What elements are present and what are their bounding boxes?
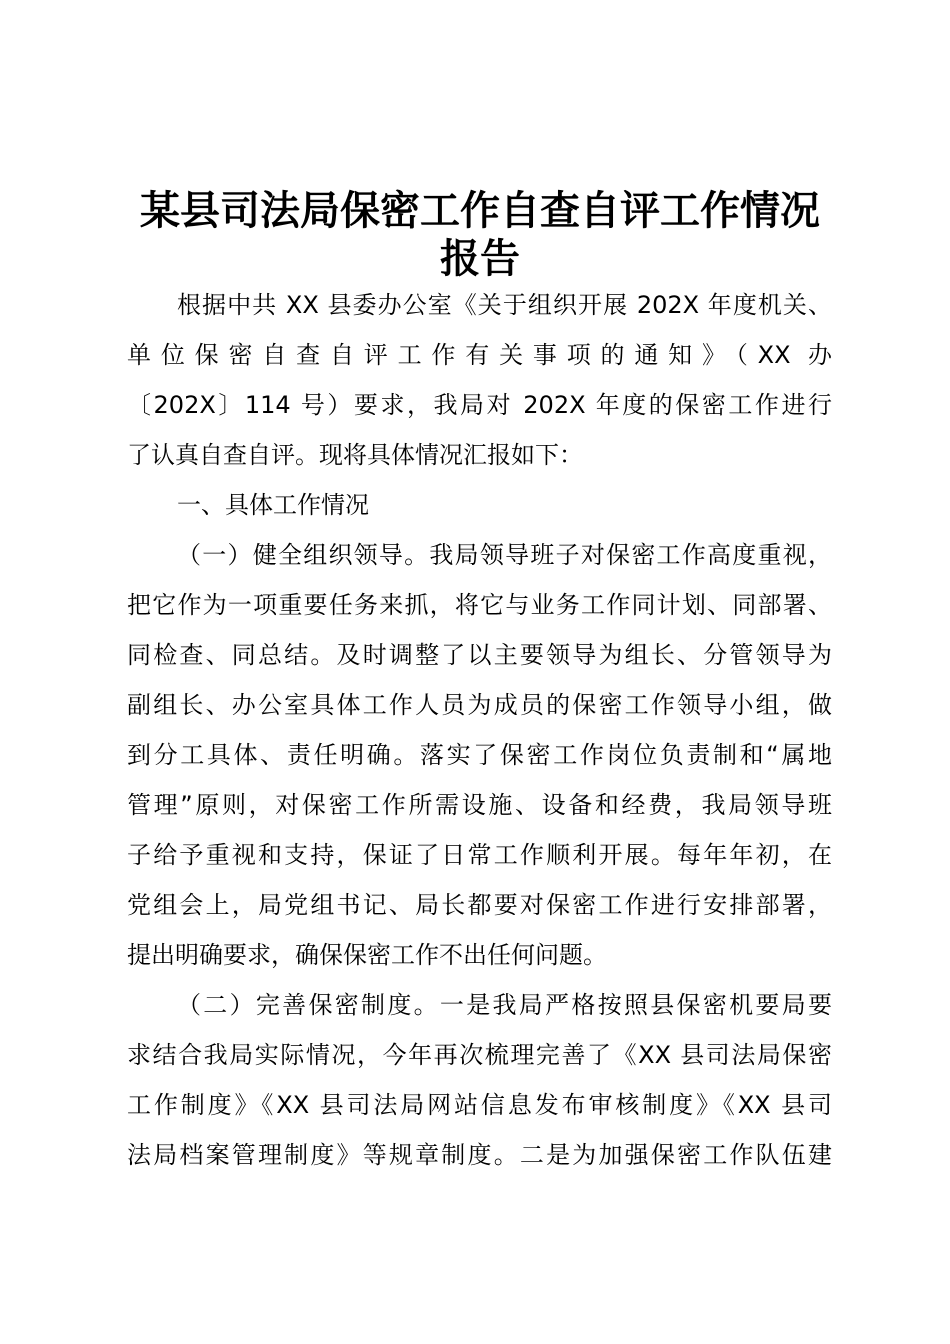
paragraph-line: 把它作为一项重要任务来抓，将它与业务工作同计划、同部署、 <box>127 591 832 619</box>
paragraph-line: 到分工具体、责任明确。落实了保密工作岗位负责制和“属地 <box>127 741 832 769</box>
paragraph-line: 法局档案管理制度》等规章制度。二是为加强保密工作队伍建 <box>127 1141 832 1169</box>
paragraph-line: 工作制度》《XX 县司法局网站信息发布审核制度》《XX 县司 <box>127 1091 832 1119</box>
paragraph-line: 子给予重视和支持，保证了日常工作顺利开展。每年年初，在 <box>127 841 832 869</box>
section-heading: 一、具体工作情况 <box>177 491 369 519</box>
paragraph-line: 求结合我局实际情况，今年再次梳理完善了《XX 县司法局保密 <box>127 1041 832 1069</box>
paragraph-line: 党组会上，局党组书记、局长都要对保密工作进行安排部署， <box>127 891 832 919</box>
paragraph-line: 副组长、办公室具体工作人员为成员的保密工作领导小组，做 <box>127 691 832 719</box>
paragraph-line: 管理”原则，对保密工作所需设施、设备和经费，我局领导班 <box>127 791 832 819</box>
paragraph-line: 了认真自查自评。现将具体情况汇报如下： <box>127 441 583 469</box>
paragraph-line: （二）完善保密制度。一是我局严格按照县保密机要局要 <box>177 991 832 1019</box>
document-title-line-1: 某县司法局保密工作自查自评工作情况 <box>140 187 820 234</box>
paragraph-line: 单位保密自查自评工作有关事项的通知》（XX 办 <box>127 341 832 369</box>
paragraph-line: （一）健全组织领导。我局领导班子对保密工作高度重视， <box>177 541 832 569</box>
document-title-line-2: 报告 <box>440 235 520 282</box>
paragraph-line: 根据中共 XX 县委办公室《关于组织开展 202X 年度机关、 <box>177 291 832 319</box>
paragraph-line: 〔202X〕114 号）要求，我局对 202X 年度的保密工作进行 <box>127 391 832 419</box>
paragraph-line: 提出明确要求，确保保密工作不出任何问题。 <box>127 941 607 969</box>
paragraph-line: 同检查、同总结。及时调整了以主要领导为组长、分管领导为 <box>127 641 832 669</box>
